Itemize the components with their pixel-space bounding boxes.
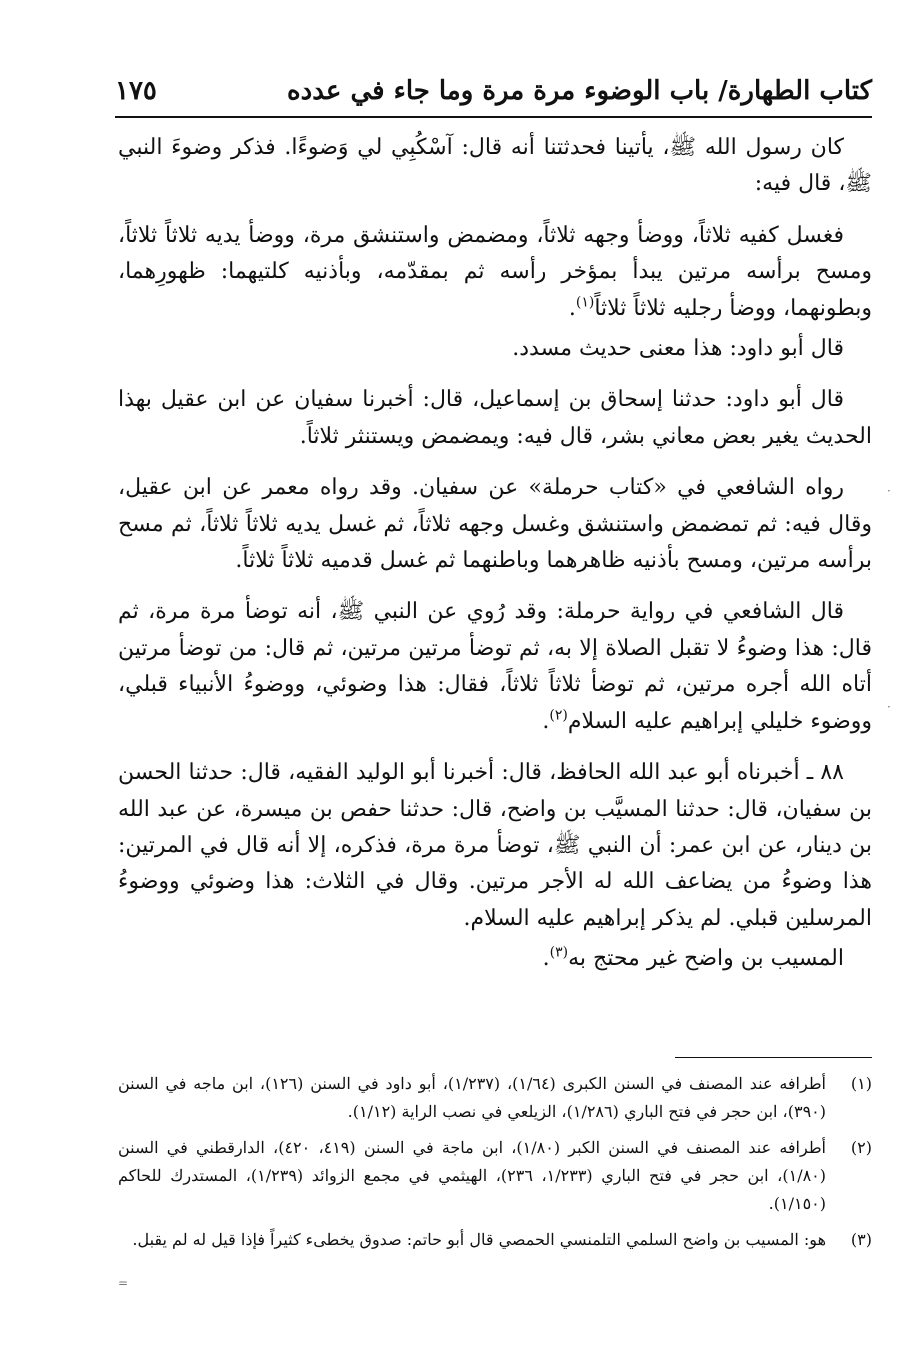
footnote-number: (١) xyxy=(850,1074,872,1093)
scan-mark: · xyxy=(887,484,891,498)
paragraph: قال أبو داود: حدثنا إسحاق بن إسماعيل، قال: أخبرنا سفيان عن ابن عقيل بهذا الحديث يغير بعض معاني بشر، قال فيه: ويمضمض ويستنثر ثلاثاً. xyxy=(118,387,872,449)
footnote-text: أطرافه عند المصنف في السنن الكبر (١/٨٠)، ابن ماجة في السنن (٤١٩، ٤٢٠)، الدارقطني في السنن (١/٨٠)، ابن حجر في فتح الباري (١/٢٣٣، ٢٣٦)، الهيثمي في مجمع الزوائد (١/٢٣٩)، المستدرك للحاكم (١/١٥٠). xyxy=(118,1138,827,1213)
footnote xyxy=(118,1070,872,1126)
paragraph: قال أبو داود: هذا معنى حديث مسدد. xyxy=(512,336,844,362)
footnote-text: هو: المسيب بن واضح السلمي التلمنسي الحمصي قال أبو حاتم: صدوق يخطىء كثيراً فإذا قيل له لم يقبل. xyxy=(132,1230,826,1249)
paragraph: كان رسول الله ﷺ، يأتينا فحدثتنا أنه قال: آسْكُبِي لي وَضوءًا. فذكر وضوءَ النبي ﷺ، قال فيه: xyxy=(118,135,872,197)
footnote-ref: (٣) xyxy=(549,944,569,961)
scan-mark: · xyxy=(887,700,891,714)
footnote-text: أطرافه عند المصنف في السنن الكبرى (١/٦٤)، (١/٢٣٧)، أبو داود في السنن (١٢٦)، ابن ماجه في السنن (٣٩٠)، ابن حجر في فتح الباري (١/٢٨٦)، الزيلعي في نصب الراية (١/١٢). xyxy=(118,1074,826,1121)
main-text xyxy=(118,130,872,993)
scan-mark: = xyxy=(118,1276,129,1290)
footnote-ref: (٢) xyxy=(549,707,568,724)
paragraph: قال الشافعي في رواية حرملة: وقد رُوي عن النبي ﷺ، أنه توضأ مرة مرة، ثم قال: هذا وضوءُ لا تقبل الصلاة إلا به، ثم توضأ مرتين مرتين، ثم قال: من توضأ مرتين أتاه الله أجره مرتين، ثم توضأ ثلاثاً ثلاثاً، فقال: هذا وضوئي، ووضوءُ الأنبياء قبلي، ووضوء خليلي إبراهيم عليه السلام$^{(٢)}$. xyxy=(118,599,872,734)
page-number: ١٧٥ xyxy=(115,76,157,106)
footnote-separator xyxy=(675,1057,872,1058)
footnote xyxy=(118,1134,872,1218)
footnote xyxy=(118,1226,872,1254)
footnotes xyxy=(118,1070,872,1262)
paragraph: المسيب بن واضح غير محتج به$^{(٣)}$. xyxy=(542,944,844,972)
page-header xyxy=(115,66,872,118)
paragraph: رواه الشافعي في «كتاب حرملة» عن سفيان. وقد رواه معمر عن ابن عقيل، وقال فيه: ثم تمضمض واستنشق وغسل وجهه ثلاثاً، ثم غسل يديه ثلاثاً ثلاثاً، ثم مسح برأسه مرتين، ومسح بأذنيه ظاهرهما وباطنهما ثم غسل قدميه ثلاثاً ثلاثاً. xyxy=(118,475,872,574)
hadith-88: ٨٨ ـ أخبرناه أبو عبد الله الحافظ، قال: أخبرنا أبو الوليد الفقيه، قال: حدثنا الحسن بن سفيان، قال: حدثنا المسيَّب بن واضح، قال: حدثنا حفص بن ميسرة، عن عبد الله بن دينار، عن ابن عمر: أن النبي ﷺ، توضأ مرة مرة، فذكره، إلا أنه قال في المرتين: هذا وضوءُ من يضاعف الله له الأجر مرتين. وقال في الثلاث: هذا وضوئي ووضوءُ المرسلين قبلي. لم يذكر إبراهيم عليه السلام. xyxy=(118,760,872,931)
paragraph: فغسل كفيه ثلاثاً، ووضأ وجهه ثلاثاً، ومضمض واستنشق مرة، ووضأ يديه ثلاثاً ثلاثاً، ومسح برأسه مرتين يبدأ بمؤخر رأسه ثم بمقدّمه، وبأذنيه كلتيهما: ظهورِهما، وبطونهما، ووضأ رجليه ثلاثاً ثلاثاً$^{(١)}$. xyxy=(118,222,872,321)
footnote-number: (٣) xyxy=(850,1230,872,1249)
footnote-ref: (١) xyxy=(575,294,595,311)
footnote-number: (٢) xyxy=(850,1138,872,1157)
running-title: كتاب الطهارة/ باب الوضوء مرة مرة وما جاء في عدده xyxy=(287,76,872,106)
